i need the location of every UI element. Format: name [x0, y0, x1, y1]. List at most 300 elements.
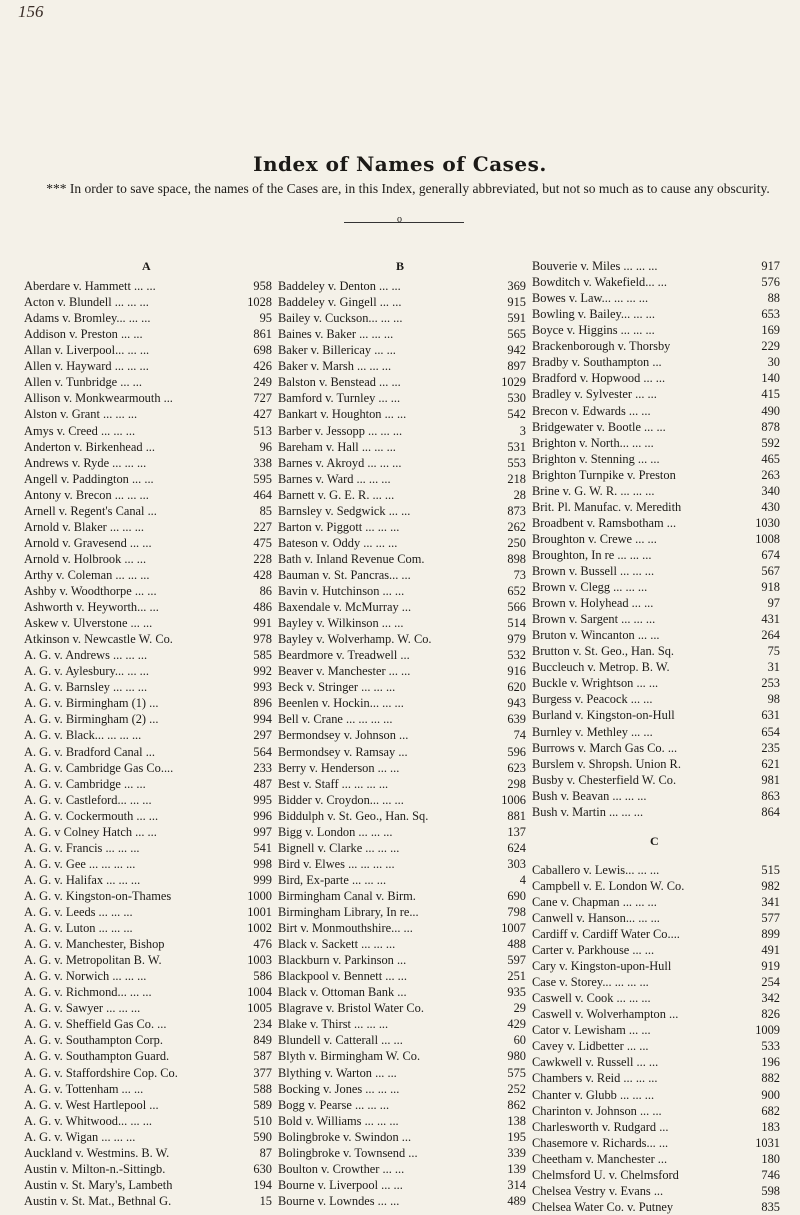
index-entry	[278, 1065, 526, 1081]
page-number: 997	[253, 824, 272, 839]
index-entry	[278, 390, 526, 406]
index-entry	[532, 1199, 780, 1215]
index-entry	[24, 936, 272, 952]
case-name: Cawkwell v. Russell ... ...	[532, 1055, 659, 1070]
page-number: 138	[507, 1113, 526, 1128]
index-entry	[24, 1000, 272, 1016]
case-name: Beenlen v. Hockin... ... ...	[278, 696, 404, 711]
page-number: 369	[507, 279, 526, 293]
page-number: 575	[507, 1065, 526, 1080]
case-name: Bourne v. Lowndes ... ...	[278, 1193, 400, 1208]
case-name: A. G. v. Staffordshire Cop. Co.	[24, 1065, 178, 1080]
page-number: 915	[507, 295, 526, 310]
index-entry	[24, 471, 272, 487]
index-entry	[278, 968, 526, 984]
index-entry	[532, 499, 780, 515]
page-number: 513	[253, 423, 272, 438]
case-name: Bauman v. St. Pancras... ...	[278, 567, 411, 582]
index-entry	[24, 487, 272, 503]
index-entry	[532, 306, 780, 322]
index-entry	[24, 1193, 272, 1209]
index-entry	[532, 724, 780, 740]
index-entry	[278, 1032, 526, 1048]
page-number: 596	[507, 744, 526, 759]
index-entry	[278, 727, 526, 743]
case-name: Allen v. Hayward ... ... ...	[24, 359, 149, 374]
page-number: 597	[507, 953, 526, 968]
page-number: 338	[253, 455, 272, 470]
index-entry	[532, 740, 780, 756]
case-name: A. G. v. Sawyer ... ... ...	[24, 1001, 141, 1016]
case-name: Baker v. Marsh ... ... ...	[278, 359, 392, 374]
page-number: 227	[253, 519, 272, 534]
case-name: Bird v. Elwes ... ... ... ...	[278, 856, 395, 871]
page-number: 4	[519, 872, 526, 887]
case-name: A. G. v. Castleford... ... ...	[24, 792, 152, 807]
page-number: 60	[513, 1033, 526, 1048]
case-name: Baxendale v. McMurray ...	[278, 600, 412, 614]
index-entry	[278, 1145, 526, 1161]
page-number: 943	[507, 696, 526, 711]
page-number: 195	[507, 1129, 526, 1144]
page-number: 341	[761, 894, 780, 909]
index-entry	[532, 1070, 780, 1086]
case-name: Chelsea Vestry v. Evans ...	[532, 1183, 664, 1198]
page-number: 1028	[247, 295, 272, 310]
index-entry	[532, 419, 780, 435]
page-number: 87	[259, 1145, 272, 1160]
case-name: A. G. v. Barnsley ... ... ...	[24, 680, 148, 695]
case-name: A. G. v. Whitwood... ... ...	[24, 1113, 153, 1128]
page-number: 1009	[755, 1023, 780, 1038]
index-entry	[278, 1081, 526, 1097]
index-entry	[532, 322, 780, 338]
case-name: Acton v. Blundell ... ... ...	[24, 295, 149, 310]
index-entry	[278, 1016, 526, 1032]
index-entry	[532, 1151, 780, 1167]
page-number: 1029	[501, 375, 526, 390]
page-number: 183	[761, 1119, 780, 1134]
page-number: 589	[253, 1097, 272, 1112]
case-name: Brighton v. Stenning ... ...	[532, 451, 660, 466]
index-entry	[24, 535, 272, 551]
index-entry	[532, 1119, 780, 1135]
case-name: Angell v. Paddington ... ...	[24, 471, 154, 486]
index-entry	[24, 888, 272, 904]
index-entry	[24, 423, 272, 439]
case-name: A. G. v. Black... ... ... ...	[24, 728, 142, 743]
case-name: Blything v. Warton ... ...	[278, 1065, 397, 1080]
case-name: Bidder v. Croydon... ... ...	[278, 792, 404, 807]
index-entry	[24, 374, 272, 390]
index-entry	[278, 567, 526, 583]
index-entry	[532, 1006, 780, 1022]
page-number: 991	[253, 616, 272, 630]
index-entry	[278, 535, 526, 551]
page-number: 262	[507, 519, 526, 534]
case-name: A. G. v. Halifax ... ... ...	[24, 872, 141, 887]
page-title: Index of Names of Cases.	[253, 152, 547, 176]
page-number: 533	[761, 1039, 780, 1054]
index-entry	[278, 679, 526, 695]
index-entry	[532, 354, 780, 370]
page-number: 862	[507, 1097, 526, 1112]
index-entry	[532, 258, 780, 274]
page-number: 849	[253, 1033, 272, 1048]
case-name: Boyce v. Higgins ... ... ...	[532, 323, 655, 338]
index-entry	[24, 1032, 272, 1048]
index-entry	[532, 675, 780, 691]
case-name: A. G. v. Norwich ... ... ...	[24, 969, 147, 984]
case-name: Burnley v. Methley ... ...	[532, 724, 653, 739]
index-entry	[278, 278, 526, 294]
corner-mark: 156	[18, 2, 44, 21]
page-number: 652	[507, 584, 526, 598]
index-entry	[532, 547, 780, 563]
case-name: Barnsley v. Sedgwick ... ...	[278, 503, 411, 518]
case-name: Arthy v. Coleman ... ... ...	[24, 567, 150, 582]
page-number: 979	[507, 632, 526, 647]
index-entry	[532, 563, 780, 579]
index-entry	[24, 663, 272, 679]
page-number: 1000	[247, 888, 272, 903]
page-number: 251	[507, 969, 526, 984]
page-number: 180	[761, 1151, 780, 1166]
case-name: Brine v. G. W. R. ... ... ...	[532, 483, 655, 498]
index-entry	[278, 776, 526, 792]
index-entry	[278, 503, 526, 519]
index-entry	[24, 824, 272, 840]
page-number: 427	[253, 407, 272, 422]
page-number: 1001	[247, 905, 272, 919]
abbreviation-note: *** In order to save space, the names of the Cases are, in this Index, generally abbreviated, but not so much as to cause any obscurity.	[46, 181, 770, 196]
case-name: Cheetham v. Manchester ...	[532, 1151, 668, 1166]
case-name: Bush v. Beavan ... ... ...	[532, 788, 647, 803]
case-name: Birt v. Monmouthshire... ...	[278, 921, 413, 935]
case-name: Burland v. Kingston-on-Hull	[532, 708, 675, 723]
case-name: Austin v. Milton-n.-Sittingb.	[24, 1161, 166, 1176]
page-number: 194	[253, 1177, 272, 1192]
index-entry	[278, 358, 526, 374]
index-entry	[24, 1016, 272, 1032]
index-entry	[278, 487, 526, 503]
page-number: 531	[507, 439, 526, 454]
case-name: Blundell v. Catterall ... ...	[278, 1033, 403, 1048]
index-entry	[532, 370, 780, 386]
page-number: 487	[253, 776, 272, 791]
page-number: 541	[253, 840, 272, 855]
case-name: Beck v. Stringer ... ... ...	[278, 680, 396, 695]
page-number: 576	[761, 275, 780, 290]
index-entry	[278, 856, 526, 872]
case-name: Bignell v. Clarke ... ... ...	[278, 840, 400, 855]
index-entry	[532, 878, 780, 894]
case-name: Bermondsey v. Johnson ...	[278, 728, 409, 743]
index-entry	[278, 936, 526, 952]
page-number: 1002	[247, 921, 272, 935]
case-name: Best v. Staff ... ... ... ...	[278, 776, 389, 791]
index-entry	[24, 1065, 272, 1081]
case-name: Buckle v. Wrightson ... ...	[532, 676, 659, 691]
page-number: 314	[507, 1177, 526, 1192]
page-number: 980	[507, 1049, 526, 1064]
page-number: 429	[507, 1017, 526, 1032]
case-name: Arnold v. Gravesend ... ...	[24, 535, 152, 550]
index-entry	[532, 403, 780, 419]
page-number: 698	[253, 343, 272, 358]
page-number: 139	[507, 1161, 526, 1176]
page-number: 916	[507, 664, 526, 679]
index-entry	[278, 583, 526, 599]
case-name: Barnett v. G. E. R. ... ...	[278, 487, 395, 502]
page-number: 1004	[247, 985, 272, 1000]
index-entry	[532, 691, 780, 707]
case-name: Burslem v. Shropsh. Union R.	[532, 756, 681, 771]
case-name: Charlesworth v. Rudgard ...	[532, 1119, 669, 1134]
page-number: 465	[761, 451, 780, 466]
page-number: 475	[253, 535, 272, 550]
case-name: Bradford v. Hopwood ... ...	[532, 371, 666, 386]
page-number: 917	[761, 259, 780, 273]
case-name: Brown v. Holyhead ... ...	[532, 596, 654, 610]
page-number: 897	[507, 359, 526, 374]
index-entry	[532, 974, 780, 990]
page-number: 264	[761, 628, 780, 643]
case-name: Bird, Ex-parte ... ... ...	[278, 872, 387, 887]
case-name: A. G. v. Bradford Canal ...	[24, 744, 155, 759]
case-name: Aberdare v. Hammett ... ...	[24, 279, 156, 293]
index-entry	[278, 1000, 526, 1016]
page-number: 31	[767, 660, 780, 675]
page-number: 464	[253, 487, 272, 502]
page-number: 826	[761, 1007, 780, 1022]
page-number: 621	[761, 756, 780, 771]
index-entry	[24, 439, 272, 455]
page-number: 428	[253, 567, 272, 582]
index-entry	[24, 406, 272, 422]
page-number: 995	[253, 792, 272, 807]
page-number: 982	[761, 878, 780, 893]
case-name: Bolingbroke v. Swindon ...	[278, 1129, 412, 1144]
case-name: Alston v. Grant ... ... ...	[24, 407, 138, 422]
index-entry	[24, 1177, 272, 1193]
case-name: Addison v. Preston ... ...	[24, 327, 143, 342]
index-entry	[24, 342, 272, 358]
index-entry	[532, 1135, 780, 1151]
page-number: 899	[761, 927, 780, 941]
case-name: Bouverie v. Miles ... ... ...	[532, 259, 658, 273]
case-name: Chanter v. Glubb ... ... ...	[532, 1087, 655, 1102]
page-number: 565	[507, 327, 526, 342]
page-number: 861	[253, 327, 272, 342]
index-entry	[278, 1097, 526, 1113]
case-name: Brighton v. North... ... ...	[532, 435, 654, 450]
case-name: Blyth v. Birmingham W. Co.	[278, 1049, 421, 1064]
case-name: Brown v. Bussell ... ... ...	[532, 564, 655, 578]
case-name: A. G. v. Aylesbury... ... ...	[24, 664, 149, 679]
page-number: 835	[761, 1199, 780, 1214]
page-number: 993	[253, 680, 272, 695]
case-name: Burrows v. March Gas Co. ...	[532, 740, 678, 755]
index-entry	[278, 551, 526, 567]
case-name: Bogg v. Pearse ... ... ...	[278, 1097, 390, 1112]
page-number: 486	[253, 600, 272, 614]
page-number: 942	[507, 343, 526, 358]
index-entry	[278, 760, 526, 776]
case-name: Blackburn v. Parkinson ...	[278, 953, 407, 968]
page-number: 577	[761, 910, 780, 925]
index-entry	[532, 290, 780, 306]
case-name: Cator v. Lewisham ... ...	[532, 1023, 651, 1038]
case-name: Austin v. St. Mat., Bethnal G.	[24, 1193, 172, 1208]
case-name: Allison v. Monkwearmouth ...	[24, 391, 173, 406]
divider-rule	[344, 222, 464, 223]
page-number: 253	[761, 676, 780, 691]
page-number: 682	[761, 1103, 780, 1118]
page-number: 15	[259, 1193, 272, 1208]
index-entry	[278, 326, 526, 342]
page-number: 297	[253, 728, 272, 743]
case-name: Adams v. Bromley... ... ...	[24, 311, 151, 326]
case-name: Busby v. Chesterfield W. Co.	[532, 772, 677, 787]
index-entry	[532, 804, 780, 820]
page-number: 488	[507, 937, 526, 952]
case-name: Bermondsey v. Ramsay ...	[278, 744, 408, 759]
index-entry	[532, 1087, 780, 1103]
page-number: 86	[259, 584, 272, 598]
case-name: Brown v. Clegg ... ... ...	[532, 580, 648, 594]
case-name: A. G. v. Tottenham ... ...	[24, 1081, 144, 1096]
case-name: A. G. v. Leeds ... ... ...	[24, 905, 133, 919]
page-number: 746	[761, 1167, 780, 1182]
index-entry	[24, 872, 272, 888]
page-number: 585	[253, 648, 272, 663]
case-name: Berry v. Henderson ... ...	[278, 760, 400, 775]
case-name: Austin v. St. Mary's, Lambeth	[24, 1177, 173, 1192]
index-entry	[278, 711, 526, 727]
index-entry	[24, 390, 272, 406]
index-entry	[278, 744, 526, 760]
page-number: 1007	[501, 921, 526, 935]
index-entry	[532, 386, 780, 402]
case-name: A. G. v. Wigan ... ... ...	[24, 1129, 136, 1144]
index-entry	[24, 599, 272, 615]
page-number: 653	[761, 307, 780, 322]
index-entry	[532, 958, 780, 974]
page-number: 935	[507, 985, 526, 1000]
index-entry	[278, 374, 526, 390]
case-name: Caswell v. Cook ... ... ...	[532, 991, 651, 1006]
case-name: Bradby v. Southampton ...	[532, 355, 662, 370]
page-number: 958	[253, 279, 272, 293]
page-number: 88	[767, 291, 780, 306]
case-name: Bamford v. Turnley ... ...	[278, 391, 401, 406]
index-entry	[532, 467, 780, 483]
page-number: 85	[259, 503, 272, 518]
case-name: Brecon v. Edwards ... ...	[532, 403, 651, 418]
index-entry	[532, 1022, 780, 1038]
case-name: Cavey v. Lidbetter ... ...	[532, 1039, 649, 1054]
index-entry	[532, 659, 780, 675]
index-entry	[278, 920, 526, 936]
case-name: A. G. v. Southampton Corp.	[24, 1033, 163, 1048]
index-entry	[278, 294, 526, 310]
page-number: 586	[253, 969, 272, 984]
index-entry	[24, 679, 272, 695]
case-name: Black v. Sackett ... ... ...	[278, 937, 396, 952]
index-entry	[278, 423, 526, 439]
page-number: 1005	[247, 1001, 272, 1016]
page-number: 998	[253, 856, 272, 871]
index-entry	[24, 551, 272, 567]
case-name: Carter v. Parkhouse ... ...	[532, 943, 655, 957]
index-entry	[532, 611, 780, 627]
index-entry	[24, 952, 272, 968]
case-name: Chelsea Water Co. v. Putney	[532, 1199, 674, 1214]
index-entry	[24, 792, 272, 808]
case-name: Bruton v. Wincanton ... ...	[532, 628, 660, 643]
index-entry	[532, 1054, 780, 1070]
index-entry	[24, 358, 272, 374]
case-name: Canwell v. Hanson... ... ...	[532, 910, 660, 925]
case-name: Blagrave v. Bristol Water Co.	[278, 1001, 424, 1016]
index-entry	[24, 744, 272, 760]
page-number: 340	[761, 483, 780, 498]
index-entry	[24, 326, 272, 342]
page-number: 620	[507, 680, 526, 695]
case-name: Case v. Storey... ... ... ...	[532, 975, 649, 990]
index-entry	[532, 579, 780, 595]
case-name: Ashworth v. Heyworth... ...	[24, 600, 159, 614]
page-number: 727	[253, 391, 272, 406]
page-number: 898	[507, 551, 526, 566]
index-entry	[532, 483, 780, 499]
index-entry	[24, 711, 272, 727]
page-number: 654	[761, 724, 780, 739]
page-number: 430	[761, 499, 780, 514]
case-name: A. G. v. Birmingham (2) ...	[24, 712, 159, 727]
index-entry	[24, 567, 272, 583]
case-name: A. G. v. Richmond... ... ...	[24, 985, 152, 1000]
case-name: Brit. Pl. Manufac. v. Meredith	[532, 499, 682, 514]
case-name: Chasemore v. Richards... ...	[532, 1135, 669, 1150]
index-entry	[278, 1193, 526, 1209]
divider-mark: o	[397, 214, 402, 225]
case-name: A. G. v Colney Hatch ... ...	[24, 824, 157, 839]
page-number: 515	[761, 862, 780, 877]
index-entry	[532, 515, 780, 531]
case-name: Allen v. Tunbridge ... ...	[24, 375, 142, 390]
page-number: 882	[761, 1071, 780, 1086]
page-number: 918	[761, 580, 780, 594]
section-letter: A	[142, 259, 151, 273]
page-number: 249	[253, 375, 272, 390]
case-name: A. G. v. West Hartlepool ...	[24, 1097, 159, 1112]
index-entry	[24, 583, 272, 599]
page-number: 303	[507, 856, 526, 871]
index-entry	[24, 455, 272, 471]
page-number: 981	[761, 772, 780, 787]
case-name: Bigg v. London ... ... ...	[278, 824, 393, 839]
page-number: 639	[507, 712, 526, 727]
case-name: Bocking v. Jones ... ... ...	[278, 1081, 400, 1096]
page-number: 73	[513, 567, 526, 582]
case-name: Blake v. Thirst ... ... ...	[278, 1017, 389, 1032]
case-name: Bowes v. Law... ... ... ...	[532, 291, 649, 306]
page-number: 229	[761, 339, 780, 354]
case-name: Baker v. Billericay ... ...	[278, 343, 396, 358]
case-name: Cary v. Kingston-upon-Hull	[532, 959, 672, 974]
